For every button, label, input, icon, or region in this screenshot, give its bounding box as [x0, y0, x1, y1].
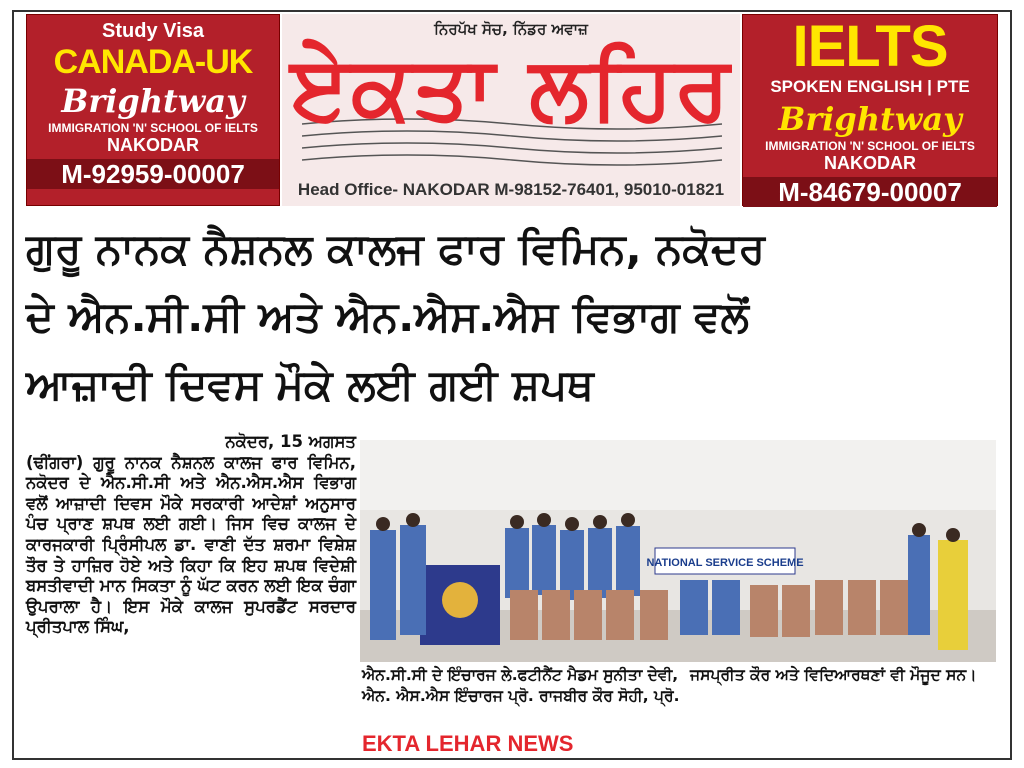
ad-study-visa	[26, 14, 280, 206]
masthead-tagline: ਨਿਰਪੱਖ ਸੋਚ, ਨਿੱਡਰ ਅਵਾਜ਼	[434, 20, 588, 38]
ad-city: NAKODAR	[824, 153, 916, 173]
ad-line2: SPOKEN ENGLISH | PTE	[770, 77, 970, 96]
ad-ielts	[742, 14, 998, 206]
photo-caption-left: ਐਨ.ਸੀ.ਸੀ ਦੇ ਇੰਚਾਰਜ ਲੇ.ਫਟੀਨੈਂਟ ਮੈਡਮ ਸੁਨੀਤਾ ਦੇਵੀ, ਐਨ. ਐਸ.ਐਸ ਇੰਚਾਰਜ ਪ੍ਰੋ. ਰਾਜਬੀਰ ਕੌਰ ਸੋਹੀ, ਪ੍ਰੋ.	[362, 666, 680, 705]
ad-line2: CANADA-UK	[53, 43, 253, 81]
photo-caption-right: ਜਸਪ੍ਰੀਤ ਕੌਰ ਅਤੇ ਵਿਦਿਆਰਥਣਾਂ ਵੀ ਮੌਜੂਦ ਸਨ।	[690, 666, 977, 684]
footer-brand: EKTA LEHAR NEWS	[362, 731, 574, 756]
headline-line: ਆਜ਼ਾਦੀ ਦਿਵਸ ਮੌਕੇ ਲਈ ਗਈ ਸ਼ਪਥ	[26, 360, 594, 409]
dateline: ਨਕੋਦਰ, 15 ਅਗਸਤ	[225, 432, 356, 451]
group-photo	[360, 440, 996, 662]
headline-line: ਦੇ ਐਨ.ਸੀ.ਸੀ ਅਤੇ ਐਨ.ਐਸ.ਐਸ ਵਿਭਾਗ ਵਲੋਂ	[26, 292, 749, 341]
ad-brand: Brightway	[61, 82, 245, 120]
headline	[26, 215, 1006, 419]
ad-phone: M-92959-00007	[27, 159, 279, 189]
ad-line1: Study Visa	[102, 20, 204, 42]
photo-banner: NATIONAL SERVICE SCHEME	[646, 557, 804, 569]
head-office: Head Office- NAKODAR M-98152-76401, 95010-01821	[297, 180, 725, 199]
ad-line1: IELTS	[792, 14, 948, 79]
ad-city: NAKODAR	[107, 135, 199, 155]
ad-sub: IMMIGRATION 'N' SCHOOL OF IELTS	[765, 139, 975, 153]
ad-phone: M-84679-00007	[743, 177, 997, 207]
headline-line: ਗੁਰੂ ਨਾਨਕ ਨੈਸ਼ਨਲ ਕਾਲਜ ਫਾਰ ਵਿਮਿਨ, ਨਕੋਦਰ	[26, 224, 765, 273]
ad-sub: IMMIGRATION 'N' SCHOOL OF IELTS	[48, 121, 258, 135]
masthead	[282, 14, 740, 206]
ad-brand: Brightway	[778, 100, 962, 138]
article-text: (ਢੀਂਗਰਾ) ਗੁਰੂ ਨਾਨਕ ਨੈਸ਼ਨਲ ਕਾਲਜ ਫਾਰ ਵਿਮਿਨ, ਨਕੋਦਰ ਦੇ ਐਨ.ਸੀ.ਸੀ ਅਤੇ ਐਨ.ਐਸ.ਐਸ ਵਿਭਾਗ ਵਲੋਂ ਆਜ਼ਾਦੀ ਦਿਵਸ ਮੌਕੇ ਸਰਕਾਰੀ ਆਦੇਸ਼ਾਂ ਅਨੁਸਾਰ ਪੰਚ ਪ੍ਰਾਣ ਸ਼ਪਥ ਲਈ ਗਈ। ਜਿਸ ਵਿਚ ਕਾਲਜ ਦੇ ਕਾਰਜਕਾਰੀ ਪ੍ਰਿੰਸੀਪਲ ਡਾ. ਵਾਣੀ ਦੱਤ ਸ਼ਰਮਾ ਵਿਸ਼ੇਸ਼ ਤੌਰ ਤੇ ਹਾਜ਼ਿਰ ਹੋਏ ਅਤੇ ਕਿਹਾ ਕਿ ਇਹ ਸ਼ਪਥ ਵਿਦੇਸ਼ੀ ਬਸਤੀਵਾਦੀ ਮਾਨ ਸਿਕਤਾ ਨੂੰ ਘੱਟ ਕਰਨ ਲਈ ਇਕ ਚੰਗਾ ਉਪਰਾਲਾ ਹੈ। ਇਸ ਮੌਕੇ ਕਾਲਜ ਸੁਪਰਡੈਂਟ ਸਰਦਾਰ ਪ੍ਰੀਤਪਾਲ ਸਿੰਘ,	[26, 452, 356, 637]
article-body	[26, 432, 356, 638]
masthead-logo: ਏਕਤਾ ਲਹਿਰ	[290, 36, 732, 139]
